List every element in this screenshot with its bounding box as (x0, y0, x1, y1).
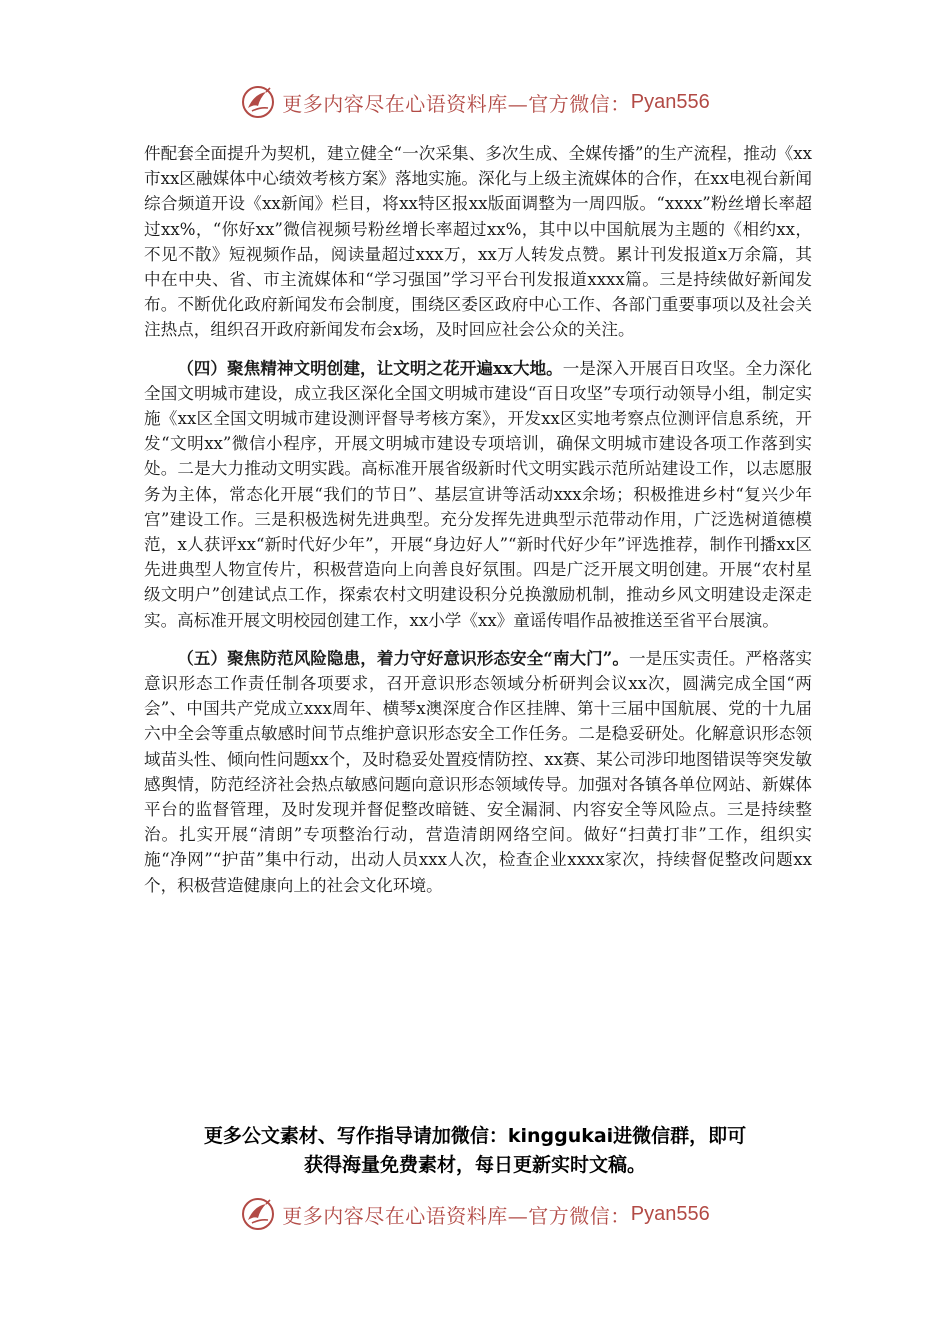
document-body (144, 141, 812, 898)
promo-line-2: 获得海量免费素材，每日更新实时文稿。 (303, 1154, 646, 1176)
section-5-paragraph (144, 646, 812, 898)
banner-wechat-id: Pyan556 (630, 90, 710, 113)
book-logo-icon (240, 84, 276, 120)
section-5-heading: （五）聚焦防范风险隐患，着力守好意识形态安全“南大门”。 (177, 647, 630, 668)
section-5-text: 一是压实责任。严格落实意识形态工作责任制各项要求，召开意识形态领域分析研判会议xx次，圆满完成全国“两会”、中国共产党成立xxx周年、横琴x澳深度合作区挂牌、第十三届中国航展、党的十九届六中全会等重点敏感时间节点维护意识形态安全工作任务。二是稳妥研处。化解意识形态领域苗头性、倾向性问题xx个，及时稳妥处置疫情防控、xx赛、某公司涉印地图错误等突发敏感舆情，防范经济社会热点敏感问题向意识形态领域传导。加强对各镇各单位网站、新媒体平台的监督管理，及时发现并督促整改暗链、安全漏洞、内容安全等风险点。三是持续整治。扎实开展“清朗”专项整治行动，营造清朗网络空间。做好“扫黄打非”工作，组织实施“净网”“护苗”集中行动，出动人员xxx人次，检查企业xxxx家次，持续督促整改问题xx个，积极营造健康向上的社会文化环境。 (144, 648, 813, 895)
section-4-text: 一是深入开展百日攻坚。全力深化全国文明城市建设，成立我区深化全国文明城市建设“百日攻坚”专项行动领导小组，制定实施《xx区全国文明城市建设测评督导考核方案》，开发xx区实地考察点位测评信息系统，开发“文明xx”微信小程序，开展文明城市建设专项培训，确保文明城市建设各项工作落到实处。二是大力推动文明实践。高标准开展省级新时代文明实践示范所站建设工作，以志愿服务为主体，常态化开展“我们的节日”、基层宣讲等活动xxx余场；积极推进乡村“复兴少年宫”建设工作。三是积极选树先进典型。充分发挥先进典型示范带动作用，广泛选树道德模范，x人获评xx“新时代好少年”，开展“身边好人”“新时代好少年”评选推荐，制作刊播xx区先进典型人物宣传片，积极营造向上向善良好氛围。四是广泛开展文明创建。开展“农村星级文明户”创建试点工作，探索农村文明建设积分兑换激励机制，推动乡风文明建设走深走实。高标准开展文明校园创建工作，xx小学《xx》童谣传唱作品被推送至省平台展演。 (144, 358, 812, 630)
banner-text: 更多内容尽在心语资料库—官方微信： (282, 1203, 631, 1228)
banner-wechat-id: Pyan556 (630, 1202, 710, 1225)
section-4-paragraph (144, 356, 812, 633)
banner-text: 更多内容尽在心语资料库—官方微信： (282, 91, 631, 116)
promo-notice (0, 1122, 950, 1180)
promo-line-1: 更多公文素材、写作指导请加微信：kinggukai进微信群，即可 (203, 1125, 747, 1147)
book-logo-icon (240, 1196, 276, 1232)
section-4-heading: （四）聚焦精神文明创建，让文明之花开遍xx大地。 (177, 357, 563, 378)
header-banner (0, 82, 950, 122)
footer-banner (0, 1194, 950, 1234)
paragraph-continued: 件配套全面提升为契机，建立健全“一次采集、多次生成、全媒传播”的生产流程，推动《xx市xx区融媒体中心绩效考核方案》落地实施。深化与上级主流媒体的合作，在xx电视台新闻综合频道开设《xx新闻》栏目，将xx特区报xx版面调整为一周四版。“xxxx”粉丝增长率超过xx%，“你好xx”微信视频号粉丝增长率超过xx%，其中以中国航展为主题的《相约xx，不见不散》短视频作品，阅读量超过xxx万，xx万人转发点赞。累计刊发报道x万余篇，其中在中央、省、市主流媒体和“学习强国”学习平台刊发报道xxxx篇。三是持续做好新闻发布。不断优化政府新闻发布会制度，围绕区委区政府中心工作、各部门重要事项以及社会关注热点，组织召开政府新闻发布会x场，及时回应社会公众的关注。 (144, 144, 812, 340)
